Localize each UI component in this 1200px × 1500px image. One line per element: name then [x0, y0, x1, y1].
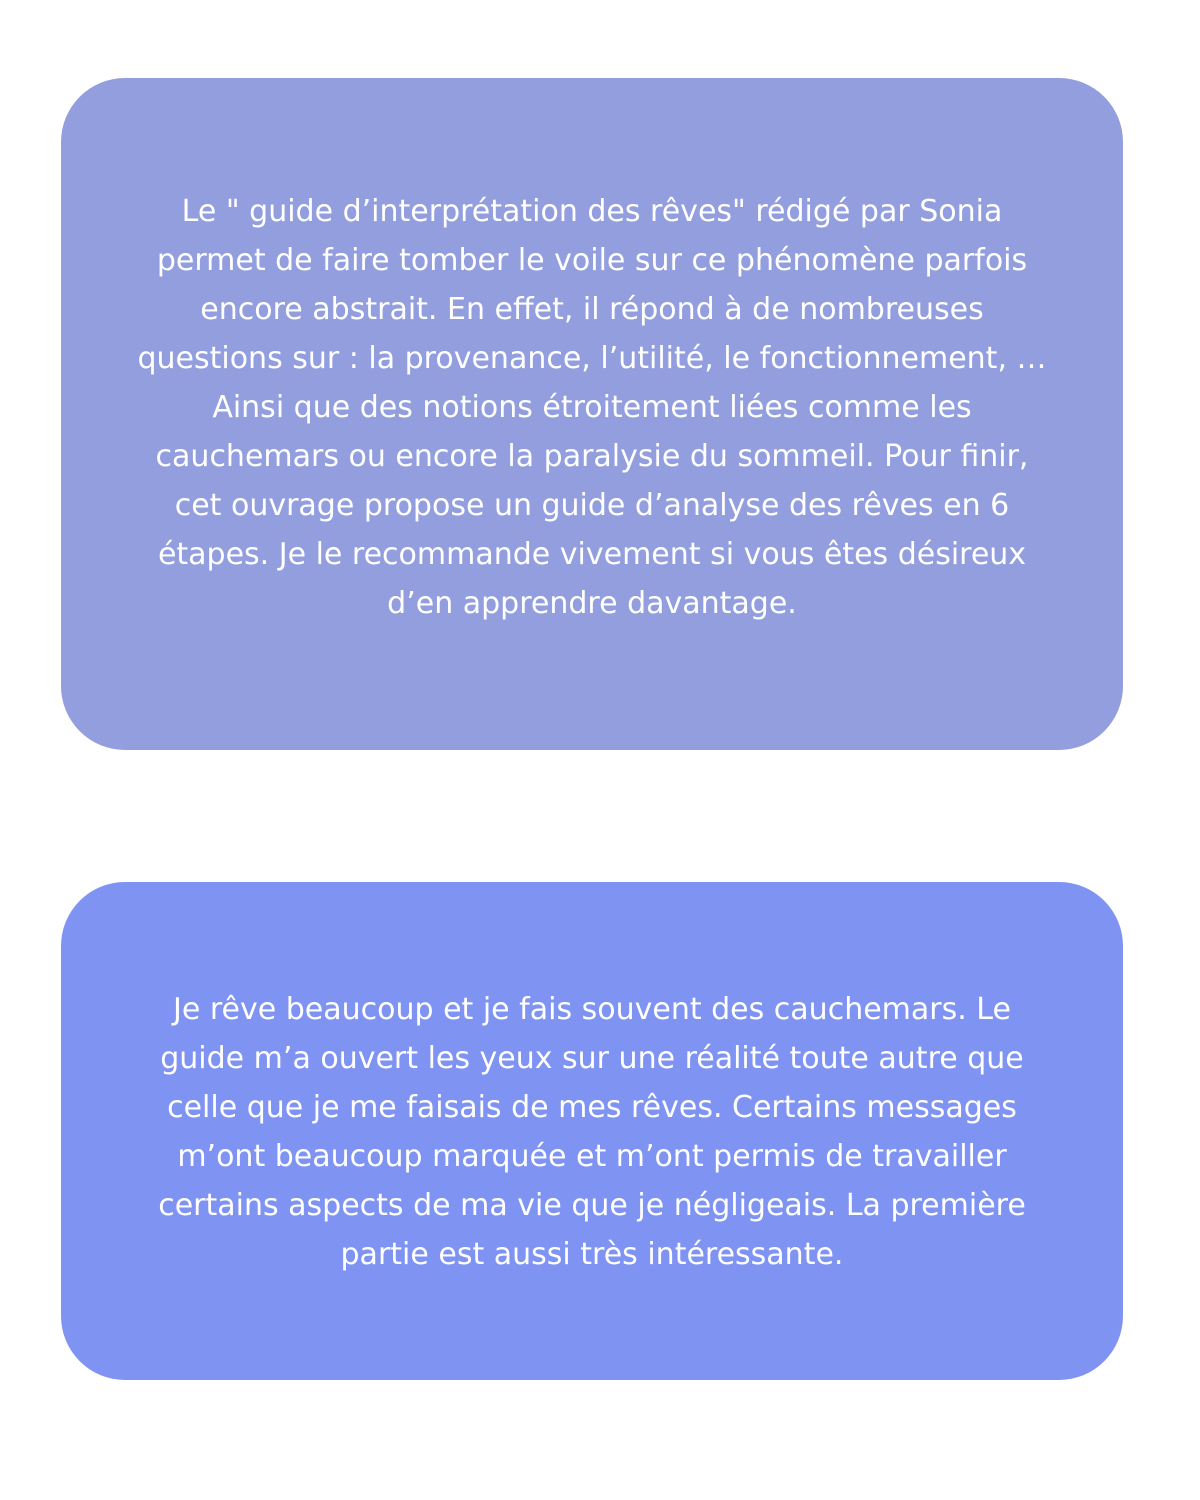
testimonial-text: Je rêve beaucoup et je fais souvent des cauchemars. Le guide m’a ouvert les yeux sur une réalité toute autre que celle que je me faisais de mes rêves. Certains messages m’ont beaucoup marquée et m’ont permis de travailler certains aspects de ma vie que je négligeais. La première partie est aussi très intéressante.: [158, 992, 1026, 1272]
testimonial-card-1: [61, 78, 1123, 750]
testimonial-card-2: [61, 882, 1123, 1380]
testimonial-text: Le " guide d’interprétation des rêves" rédigé par Sonia permet de faire tomber le voile sur ce phénomène parfois encore abstrait. En effet, il répond à de nombreuses questions sur : la provenance, l’utilité, le fonctionnement, … Ainsi que des notions étroitement liées comme les cauchemars ou encore la paralysie du sommeil. Pour finir, cet ouvrage propose un guide d’analyse des rêves en 6 étapes. Je le recommande vivement si vous êtes désireux d’en apprendre davantage.: [137, 193, 1047, 621]
